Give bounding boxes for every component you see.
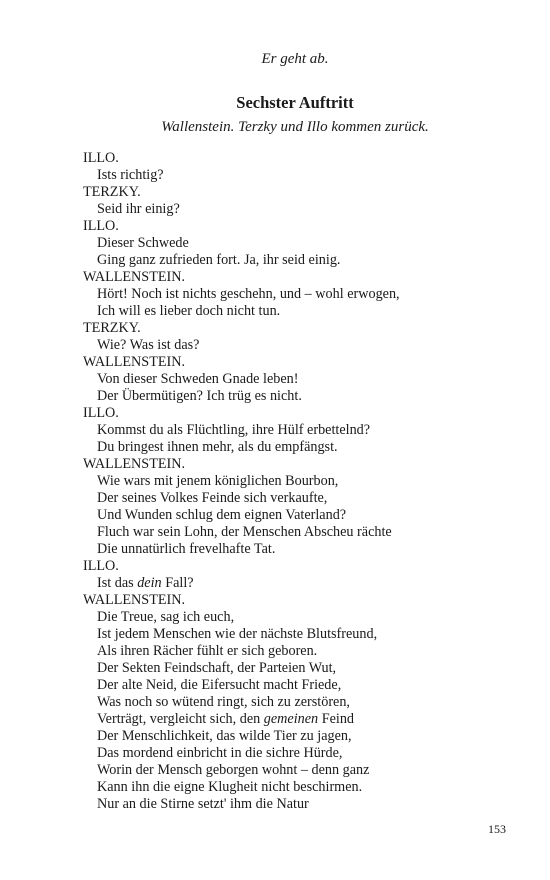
emphasis: gemeinen <box>263 711 319 727</box>
verse-line: Der Sekten Feindschaft, der Parteien Wut, <box>97 660 337 676</box>
verse-text: Feind <box>318 711 355 727</box>
verse-line: Nur an die Stirne setzt' ihm die Natur <box>97 796 309 812</box>
verse-text: Ist das <box>97 575 138 591</box>
speaker-name: WALLENSTEIN. <box>83 354 186 370</box>
verse-line: Seid ihr einig? <box>97 201 180 217</box>
speaker-name: WALLENSTEIN. <box>83 456 186 472</box>
verse-line: Und Wunden schlug dem eignen Vaterland? <box>97 507 347 523</box>
verse-text: Verträgt, vergleicht sich, den <box>97 711 264 727</box>
verse-line: Der seines Volkes Feinde sich verkaufte, <box>97 490 328 506</box>
verse-line: Der alte Neid, die Eifersucht macht Friede, <box>97 677 342 693</box>
verse-line <box>83 575 503 592</box>
verse-line: Die unnatürlich frevelhafte Tat. <box>97 541 276 557</box>
verse-line: Dieser Schwede <box>97 235 189 251</box>
verse-line: Worin der Mensch geborgen wohnt – denn ganz <box>97 762 370 778</box>
speaker-name: TERZKY. <box>83 184 141 200</box>
verse-line <box>83 711 503 728</box>
speaker-name: ILLO. <box>83 558 119 574</box>
verse-line: Ists richtig? <box>97 167 164 183</box>
speaker-name: TERZKY. <box>83 320 141 336</box>
verse-line: Du bringest ihnen mehr, als du empfängst. <box>97 439 338 455</box>
verse-line: Von dieser Schweden Gnade leben! <box>97 371 299 387</box>
verse-line: Der Übermütigen? Ich trüg es nicht. <box>97 388 302 404</box>
verse-line: Als ihren Rächer fühlt er sich geboren. <box>97 643 318 659</box>
verse-line: Ist jedem Menschen wie der nächste Blutsfreund, <box>97 626 378 642</box>
speaker-name: ILLO. <box>83 405 119 421</box>
verse-line: Kommst du als Flüchtling, ihre Hülf erbettelnd? <box>97 422 371 438</box>
verse-line: Kann ihn die eigne Klugheit nicht beschirmen. <box>97 779 363 795</box>
verse-line: Das mordend einbricht in die sichre Hürde, <box>97 745 343 761</box>
stage-direction: Er geht ab. <box>261 51 329 67</box>
verse-text: Fall? <box>161 575 194 591</box>
emphasis: dein <box>137 575 162 591</box>
verse-line: Wie? Was ist das? <box>97 337 200 353</box>
speaker-name: ILLO. <box>83 218 119 234</box>
speaker-name: ILLO. <box>83 150 119 166</box>
verse-line: Ich will es lieber doch nicht tun. <box>97 303 281 319</box>
speaker-name: WALLENSTEIN. <box>83 269 186 285</box>
page-number: 153 <box>488 822 506 836</box>
verse-line: Die Treue, sag ich euch, <box>97 609 235 625</box>
verse-line: Fluch war sein Lohn, der Menschen Abscheu rächte <box>97 524 392 540</box>
verse-line: Was noch so wütend ringt, sich zu zerstören, <box>97 694 350 710</box>
verse-line: Wie wars mit jenem königlichen Bourbon, <box>97 473 339 489</box>
speaker-name: WALLENSTEIN. <box>83 592 186 608</box>
play-text <box>83 150 503 813</box>
verse-line: Hört! Noch ist nichts geschehn, und – wohl erwogen, <box>97 286 400 302</box>
verse-line: Ging ganz zufrieden fort. Ja, ihr seid einig. <box>97 252 341 268</box>
scene-direction: Wallenstein. Terzky und Illo kommen zurück. <box>161 119 429 135</box>
scene-title: Sechster Auftritt <box>236 93 354 112</box>
verse-line: Der Menschlichkeit, das wilde Tier zu jagen, <box>97 728 352 744</box>
